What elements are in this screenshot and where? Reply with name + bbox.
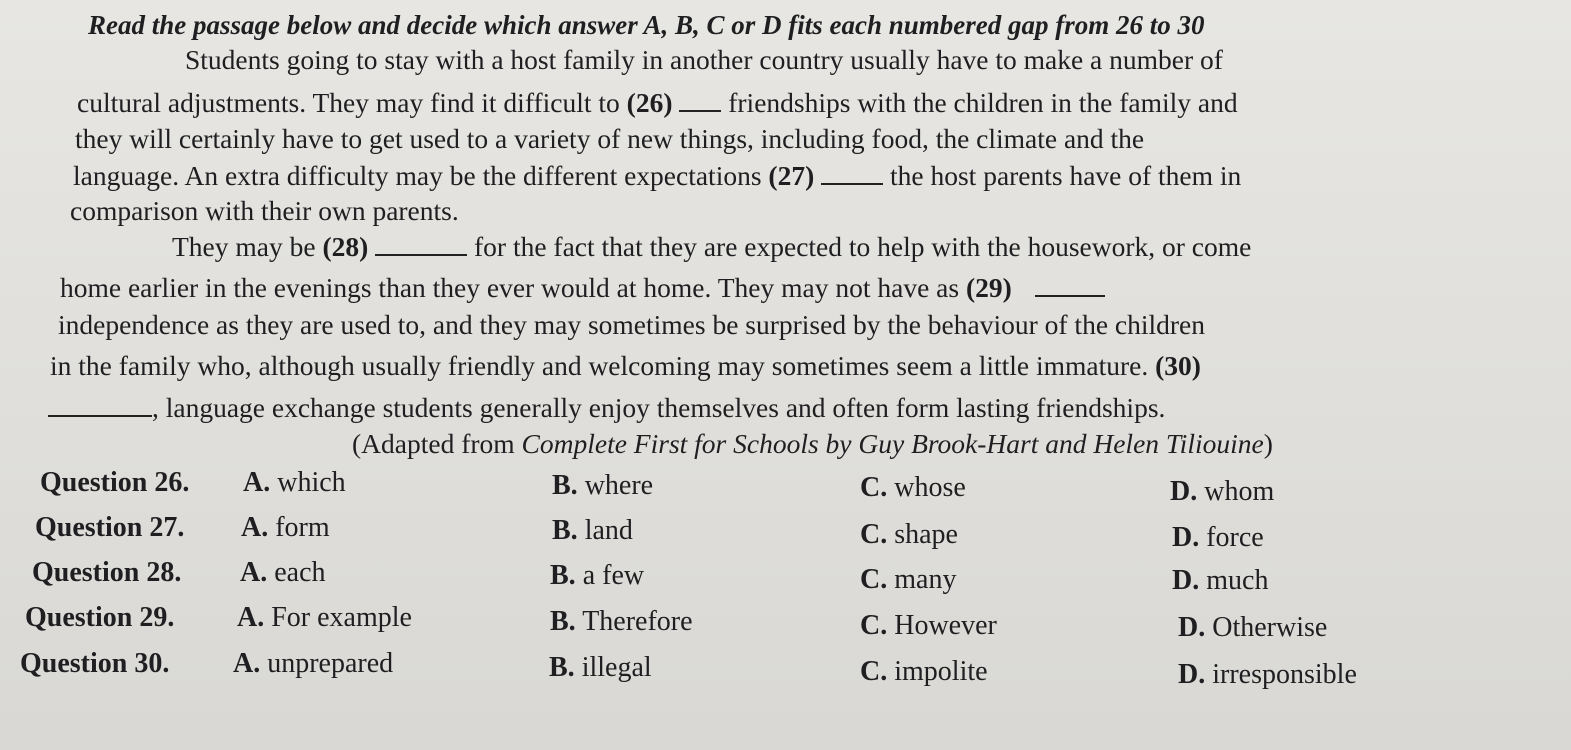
passage-line (48, 393, 1165, 422)
option-letter: D. (1172, 565, 1200, 596)
option-c[interactable] (860, 656, 988, 688)
option-d[interactable] (1178, 612, 1327, 644)
passage-text: independence as they are used to, and they may sometimes be surprised by the behaviour of the children (58, 309, 1205, 340)
option-text: whom (1204, 476, 1275, 507)
gap-blank-29 (1035, 273, 1105, 297)
option-text: force (1206, 522, 1264, 553)
option-letter: D. (1178, 612, 1206, 643)
option-a[interactable] (233, 648, 393, 680)
passage-line (50, 352, 1201, 380)
passage-text: comparison with their own parents. (70, 195, 459, 226)
option-letter: A. (233, 648, 261, 679)
option-letter: C. (860, 610, 888, 641)
option-b[interactable] (552, 470, 653, 502)
option-c[interactable] (860, 610, 997, 642)
option-text: However (894, 610, 997, 641)
option-b[interactable] (549, 652, 652, 684)
option-text: which (277, 467, 346, 498)
question-label: Question 29. (25, 602, 175, 633)
passage-text: home earlier in the evenings than they ever would at home. They may not have as (60, 272, 966, 303)
gap-number-27: (27) (768, 160, 815, 191)
passage-text: the host parents have of them in (883, 160, 1242, 191)
passage-text: , language exchange students generally enjoy themselves and often form lasting friendships. (152, 392, 1166, 423)
instruction-heading: Read the passage below and decide which answer A, B, C or D fits each numbered gap from 26 to 30 (88, 10, 1205, 40)
passage-line (77, 88, 1238, 117)
passage-text: for the fact that they are expected to help with the housework, or come (467, 231, 1252, 262)
source-title: Complete First for Schools by Guy Brook-Hart and Helen Tiliouine (521, 428, 1264, 459)
option-letter: C. (860, 656, 888, 687)
option-letter: B. (552, 515, 578, 546)
option-b[interactable] (550, 560, 644, 592)
option-text: unprepared (267, 648, 394, 679)
question-label: Question 28. (32, 557, 182, 588)
option-a[interactable] (237, 602, 412, 634)
question-label: Question 30. (20, 648, 170, 679)
option-letter: B. (550, 560, 576, 591)
passage-text: They may be (172, 231, 323, 262)
option-letter: C. (860, 472, 888, 503)
option-text: Therefore (582, 606, 693, 637)
option-letter: C. (860, 519, 888, 550)
passage-text: in the family who, although usually friendly and welcoming may sometimes seem a little immature. (50, 350, 1156, 381)
passage-line (172, 232, 1251, 261)
option-d[interactable] (1172, 565, 1268, 597)
question-label: Question 27. (35, 512, 185, 543)
option-text: impolite (894, 656, 988, 687)
option-d[interactable] (1170, 476, 1274, 508)
option-letter: A. (240, 557, 268, 588)
option-letter: A. (241, 512, 269, 543)
option-c[interactable] (860, 519, 958, 551)
gap-number-29: (29) (965, 272, 1012, 303)
option-b[interactable] (550, 606, 693, 638)
source-prefix: (Adapted from (352, 428, 522, 459)
passage-text: language. An extra difficulty may be the different expectations (73, 160, 769, 191)
passage-line (185, 46, 1223, 74)
option-text: each (274, 557, 326, 588)
passage-line (70, 197, 459, 225)
gap-blank-26 (679, 88, 721, 112)
option-b[interactable] (552, 515, 633, 547)
option-letter: D. (1170, 476, 1198, 507)
option-letter: B. (552, 470, 578, 501)
option-letter: D. (1178, 659, 1206, 690)
passage-line (60, 273, 1105, 302)
option-letter: D. (1172, 522, 1200, 553)
gap-blank-30 (48, 393, 152, 417)
option-a[interactable] (243, 467, 346, 499)
option-d[interactable] (1172, 522, 1264, 554)
option-text: irresponsible (1212, 659, 1357, 690)
passage-line (75, 125, 1144, 153)
option-text: form (275, 512, 330, 543)
gap-number-26: (26) (626, 87, 673, 118)
passage-line (58, 311, 1205, 339)
passage-text: friendships with the children in the family and (721, 87, 1238, 118)
passage-text: Students going to stay with a host family in another country usually have to make a number of (185, 44, 1223, 75)
source-citation (352, 428, 1273, 460)
option-a[interactable] (240, 557, 326, 589)
passage-text: cultural adjustments. They may find it difficult to (77, 87, 627, 118)
option-text: Otherwise (1212, 612, 1328, 643)
option-text: a few (582, 560, 645, 591)
option-text: where (584, 470, 654, 501)
option-text: illegal (581, 652, 652, 683)
gap-blank-27 (821, 161, 883, 185)
option-text: land (584, 515, 633, 546)
option-text: much (1206, 565, 1269, 596)
option-letter: B. (550, 606, 576, 637)
option-a[interactable] (241, 512, 330, 544)
question-label: Question 26. (40, 467, 190, 498)
option-letter: A. (237, 602, 265, 633)
option-text: shape (894, 519, 958, 550)
option-c[interactable] (860, 472, 966, 504)
option-text: For example (271, 602, 412, 633)
gap-blank-28 (375, 232, 467, 256)
option-text: whose (894, 472, 966, 503)
passage-line (73, 161, 1241, 190)
gap-number-30: (30) (1155, 350, 1201, 381)
option-d[interactable] (1178, 659, 1357, 691)
option-letter: C. (860, 564, 888, 595)
gap-number-28: (28) (322, 231, 369, 262)
source-suffix: ) (1263, 428, 1273, 459)
option-letter: A. (243, 467, 271, 498)
passage-text: they will certainly have to get used to a variety of new things, including food, the climate and the (75, 123, 1145, 154)
option-text: many (894, 564, 957, 595)
option-letter: B. (549, 652, 575, 683)
option-c[interactable] (860, 564, 956, 596)
